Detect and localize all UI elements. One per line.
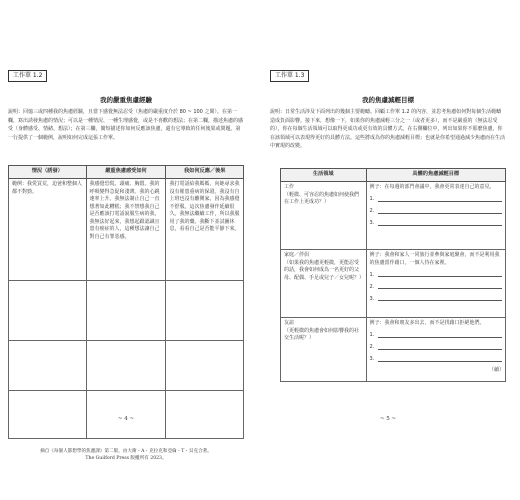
blank-cell[interactable] xyxy=(9,341,87,391)
goal-line[interactable]: 1. xyxy=(370,192,503,204)
blank-cell[interactable] xyxy=(166,341,244,391)
blank-cell[interactable] xyxy=(86,281,166,341)
page-number-left: ~ 4 ~ xyxy=(117,416,135,422)
goal-cell-work xyxy=(366,182,506,250)
domain-cell-work: 工作 （輕微、可容忍的焦慮如何使我們在工作上更成功？） xyxy=(281,182,367,250)
table-row-work xyxy=(281,182,506,250)
table-header-row xyxy=(281,169,506,182)
anxiety-goal-table xyxy=(280,168,506,382)
goal-line[interactable]: 3. xyxy=(370,216,503,228)
blank-cell[interactable] xyxy=(166,391,244,439)
worksheet-tag: 工作單 1.3 xyxy=(270,70,309,82)
goal-example: 例子：在每週的部門會議中，我會更常表達自己的意見。 xyxy=(369,184,495,190)
goal-lines xyxy=(370,192,503,228)
table-row-example xyxy=(9,179,244,281)
goal-line[interactable]: 2. xyxy=(370,279,503,291)
goal-cell-family xyxy=(366,250,506,318)
worksheet-tag: 工作單 1.2 xyxy=(8,70,47,82)
instructions-text: 說明：回憶三或四種我的焦慮經驗，且當下感覺無法忍受（焦慮的嚴重度介於 80 ~ 100 之間）。在第一欄，寫出誘發焦慮的情況；可以是一種情況、一種生理感覺，或是不喜歡的想法；在第二欄，描述焦慮的感受（身體感受、情緒、想法）；在第三欄，簡短描述你如何反應該焦慮，還有它導致的任何後果或問題。第一行提供了一個範例，說明如何完成這張工作單。 xyxy=(8,109,244,141)
blank-cell[interactable] xyxy=(9,281,87,341)
domain-cell-family: 家庭／伴侶 （如果我的焦慮更輕微，更能忍受的話，我會如何成為一名更好的父母、配偶、手足或兒子／女兒呢？） xyxy=(281,250,367,318)
column-header-situation: 情況（誘發） xyxy=(9,166,87,179)
right-page xyxy=(270,62,506,434)
table-row-blank xyxy=(9,281,244,341)
goal-line[interactable]: 3. xyxy=(370,352,503,364)
goal-example: 例子：我會和家人一同旅行並參與家庭聚會，而不是利用我的焦慮當作藉口，一個人待在家裡。 xyxy=(369,252,500,266)
table-row-blank xyxy=(9,391,244,439)
blank-cell[interactable] xyxy=(9,391,87,439)
goal-line[interactable]: 2. xyxy=(370,204,503,216)
instructions-text: 說明：日常生活涉及下面列出的幾個主要範疇。回顧工作單 1.2 的內容，並思考焦慮如何對每個生活範疇造成負面影響。接下來，想像一下，如果你的焦慮減輕三分之一（或者更多），而不是嚴重的（無法忍受的），你在每個生活領域可以取得更成功或更有效的具體方式。在右側欄位中，列出如果你不那麼焦慮，你在該領域可以表現得更好的具體方法。這些將成為你的焦慮減輕目標；也就是你希望通過減少焦慮而在生活中實現的改變。 xyxy=(270,109,506,149)
domain-cell-friendship: 友誼 （更輕微的焦慮會如何影響我的社交生活呢？） xyxy=(281,318,367,382)
goal-cell-friendship xyxy=(366,318,506,382)
column-header-domain: 生活領域 xyxy=(281,169,367,182)
blank-cell[interactable] xyxy=(166,281,244,341)
table-row-friendship xyxy=(281,318,506,382)
goal-lines xyxy=(370,328,503,364)
source-citation xyxy=(8,448,244,462)
goal-line[interactable]: 2. xyxy=(370,340,503,352)
column-header-goals: 具體的焦慮減輕目標 xyxy=(366,169,506,182)
example-response-cell: 我打電話給我媽媽，向她尋求我沒有罹患重病的保證。我沒有自上班也沒有離開家，因為我感覺不舒服。這次焦慮發作延續很久。我無法繼續工作，所以我服用了我的藥。我斷下並試圖休息，看看自己是否能平靜下來。 xyxy=(166,179,244,281)
goal-example: 例子：我會和朋友多出去，而不是找藉口拒絕他們。 xyxy=(369,320,485,326)
column-header-feelings: 嚴重焦慮感受如何 xyxy=(86,166,166,179)
blank-cell[interactable] xyxy=(86,391,166,439)
left-page xyxy=(8,62,244,461)
source-line-2: The Guilford Press 版權所有 2023。 xyxy=(85,456,167,461)
table-row-blank xyxy=(9,341,244,391)
example-situation-cell: 範例：我愛買荒，迫爸和整個人都不對勁。 xyxy=(9,179,87,281)
page-number-right: ~ 5 ~ xyxy=(379,416,397,422)
source-line-1: 摘自《每個人都想學的焦慮課》第二版，由大衛・A・克拉克和亞倫・T・貝克合著。 xyxy=(40,449,212,454)
page-title: 我的焦慮減輕目標 xyxy=(362,96,414,104)
anxiety-experience-table xyxy=(8,165,244,439)
example-feelings-cell: 我感覺恐慌、頭痛、胸悶。我的呼吸變得急促和淺薄。我的心跳速率上升。我無法制止自己一直想著如此糟糕；我不禁想我自己是否應該打電話說服生病的我，我無法好起來，我想起跟認識且患有癌症的人，這種想法讓自己對自己有罪惡感。 xyxy=(86,179,166,281)
goal-line[interactable]: 1. xyxy=(370,328,503,340)
table-header-row xyxy=(9,166,244,179)
goal-lines xyxy=(370,267,503,303)
page-title: 我的嚴重焦慮經驗 xyxy=(100,96,152,104)
table-row-family xyxy=(281,250,506,318)
continued-label: （續） xyxy=(488,367,504,373)
column-header-response: 我如何反應／後果 xyxy=(166,166,244,179)
blank-cell[interactable] xyxy=(86,341,166,391)
goal-line[interactable]: 1. xyxy=(370,267,503,279)
goal-line[interactable]: 3. xyxy=(370,291,503,303)
